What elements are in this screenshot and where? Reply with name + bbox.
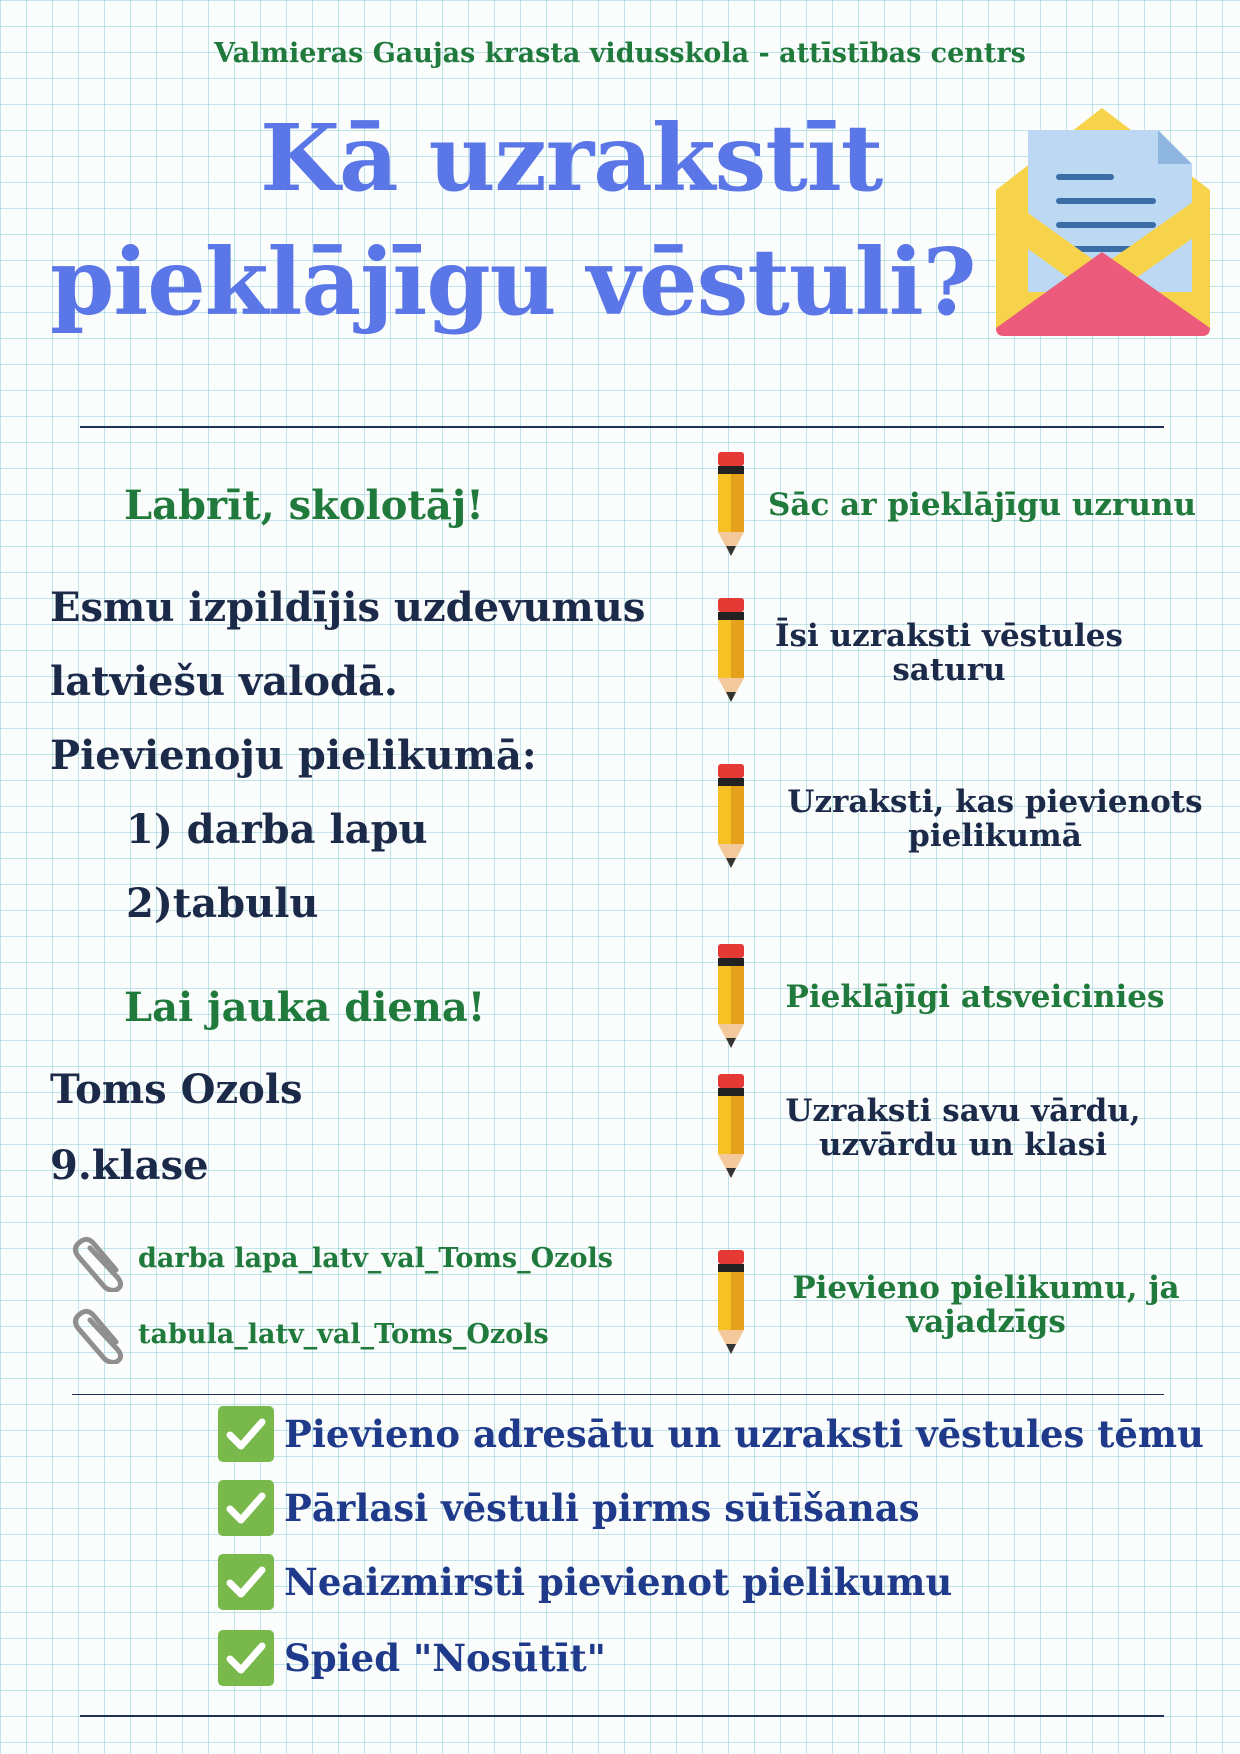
- tip-add-attachment: Pievieno pielikumu, ja vajadzīgs: [792, 1270, 1180, 1340]
- checkmark-icon: [218, 1406, 274, 1462]
- letter-body-line: Esmu izpildījis uzdevumus: [50, 584, 646, 631]
- checklist-text: Spied "Nosūtīt": [284, 1636, 606, 1680]
- checklist-text: Pārlasi vēstuli pirms sūtīšanas: [284, 1486, 920, 1530]
- pencil-icon: [716, 944, 746, 1048]
- tip-content: Īsi uzraksti vēstules saturu: [775, 618, 1123, 688]
- letter-closing: Lai jauka diena!: [124, 984, 486, 1031]
- attachment-file[interactable]: tabula_latv_val_Toms_Ozols: [138, 1319, 549, 1350]
- pencil-icon: [716, 1250, 746, 1354]
- pencil-icon: [716, 452, 746, 556]
- tip-attachment: Uzraksti, kas pievienots pielikumā: [787, 784, 1203, 854]
- checklist-item: [218, 1630, 606, 1686]
- tip-greeting: Sāc ar pieklājīgu uzrunu: [768, 487, 1196, 523]
- letter-body-line: latviešu valodā.: [50, 658, 398, 705]
- page-title-line-2: pieklājīgu vēstuli?: [50, 228, 976, 336]
- paperclip-icon: [72, 1234, 128, 1292]
- tip-farewell: Pieklājīgi atsveicinies: [785, 979, 1165, 1015]
- letter-greeting: Labrīt, skolotāj!: [124, 482, 484, 529]
- signature-name: Toms Ozols: [50, 1066, 303, 1113]
- signature-class: 9.klase: [50, 1142, 209, 1189]
- divider-bottom: [80, 1715, 1164, 1717]
- pencil-icon: [716, 1074, 746, 1178]
- letter-body-line: Pievienoju pielikumā:: [50, 732, 537, 779]
- checkmark-icon: [218, 1480, 274, 1536]
- letter-body-line: 1) darba lapu: [126, 806, 428, 853]
- checklist-item: [218, 1406, 1204, 1462]
- tip-signature: Uzraksti savu vārdu, uzvārdu un klasi: [785, 1093, 1141, 1163]
- divider-middle: [72, 1394, 1164, 1395]
- school-name: Valmieras Gaujas krasta vidusskola - attīstības centrs: [214, 38, 1026, 69]
- checklist-text: Pievieno adresātu un uzraksti vēstules tēmu: [284, 1412, 1204, 1456]
- checklist-item: [218, 1480, 920, 1536]
- checkmark-icon: [218, 1630, 274, 1686]
- pencil-icon: [716, 598, 746, 702]
- checklist-item: [218, 1554, 952, 1610]
- checklist-text: Neaizmirsti pievienot pielikumu: [284, 1560, 953, 1604]
- paperclip-icon: [72, 1306, 128, 1364]
- checkmark-icon: [218, 1554, 274, 1610]
- page-title-line-1: Kā uzrakstīt: [260, 104, 883, 212]
- letter-body-line: 2)tabulu: [126, 880, 319, 927]
- attachment-file[interactable]: darba lapa_latv_val_Toms_Ozols: [138, 1243, 613, 1274]
- pencil-icon: [716, 764, 746, 868]
- envelope-icon: [992, 106, 1214, 338]
- divider-top: [80, 426, 1164, 428]
